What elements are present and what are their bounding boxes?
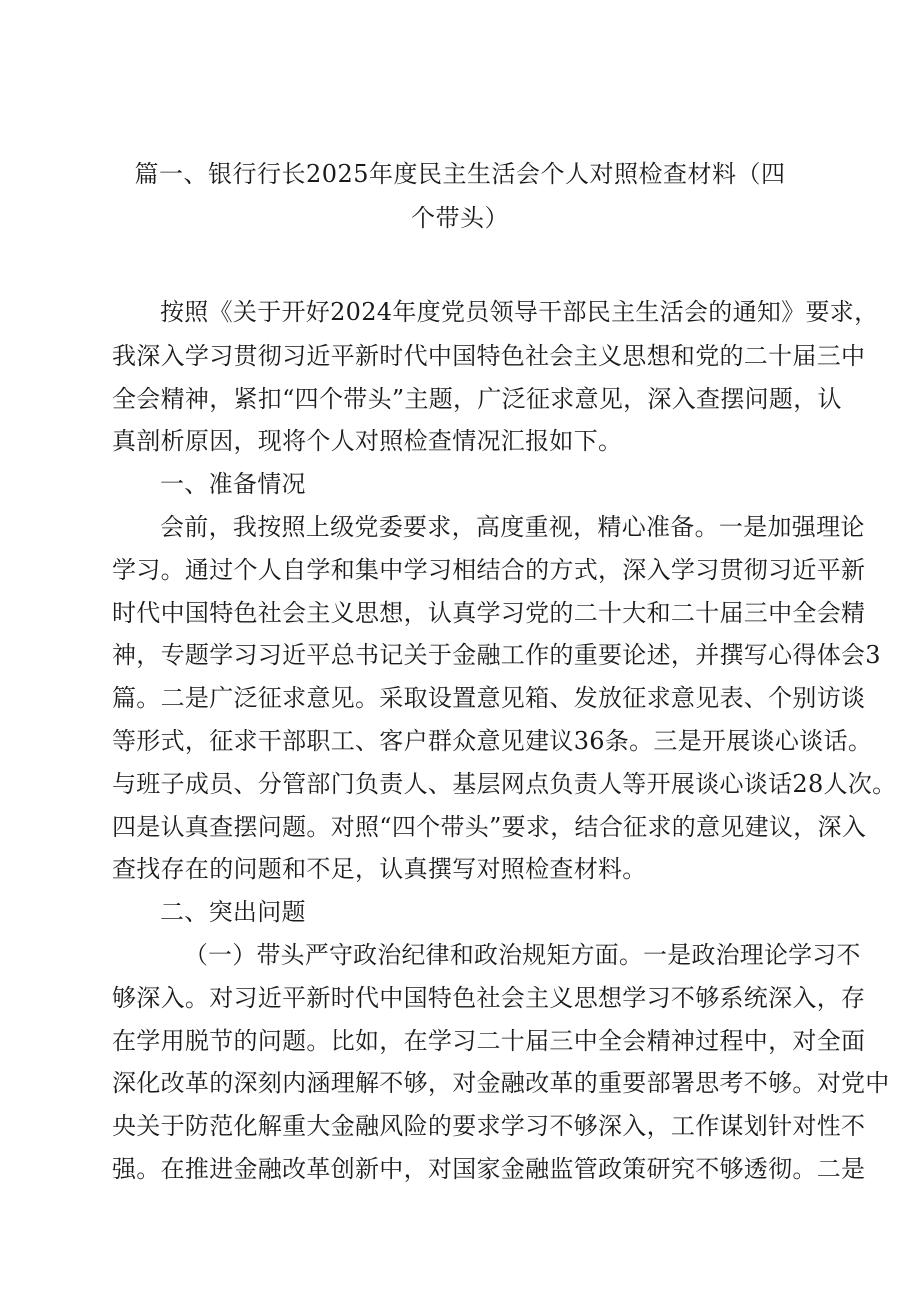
paragraph-line: 四是认真查摆问题。对照“四个带头”要求，结合征求的意见建议，深入 <box>112 813 867 841</box>
paragraph-line: 神，专题学习习近平总书记关于金融工作的重要论述，并撰写心得体会3 <box>112 641 881 669</box>
paragraph-line: 央关于防范化解重大金融风险的要求学习不够深入，工作谋划针对性不 <box>112 1112 866 1140</box>
paragraph-line: 篇。二是广泛征求意见。采取设置意见箱、发放征求意见表、个别访谈 <box>112 684 866 712</box>
section-heading: 一、准备情况 <box>160 470 306 498</box>
paragraph-line: 会前，我按照上级党委要求，高度重视，精心准备。一是加强理论 <box>160 513 865 541</box>
paragraph-line: 够深入。对习近平新时代中国特色社会主义思想学习不够系统深入，存 <box>112 984 866 1012</box>
paragraph-line: 强。在推进金融改革创新中，对国家金融监管政策研究不够透彻。二是 <box>112 1155 866 1183</box>
paragraph-line: （一）带头严守政治纪律和政治规矩方面。一是政治理论学习不 <box>184 941 861 969</box>
paragraph-line: 按照《关于开好2024年度党员领导干部民主生活会的通知》要求， <box>160 298 879 326</box>
section-heading: 二、突出问题 <box>160 898 306 926</box>
document-title-line-1: 篇一、银行行长2025年度民主生活会个人对照检查材料（四 <box>134 160 786 188</box>
paragraph-line: 我深入学习贯彻习近平新时代中国特色社会主义思想和党的二十届三中 <box>112 342 866 370</box>
paragraph-line: 与班子成员、分管部门负责人、基层网点负责人等开展谈心谈话28人次。 <box>112 770 897 798</box>
paragraph-line: 时代中国特色社会主义思想，认真学习党的二十大和二十届三中全会精 <box>112 599 866 627</box>
paragraph-line: 在学用脱节的问题。比如，在学习二十届三中全会精神过程中，对全面 <box>112 1027 866 1055</box>
paragraph-line: 真剖析原因，现将个人对照检查情况汇报如下。 <box>112 427 623 455</box>
paragraph-line: 等形式，征求干部职工、客户群众意见建议36条。三是开展谈心谈话。 <box>112 727 873 755</box>
paragraph-line: 学习。通过个人自学和集中学习相结合的方式，深入学习贯彻习近平新 <box>112 556 866 584</box>
document-title-line-2: 个带头） <box>411 204 509 232</box>
paragraph-line: 查找存在的问题和不足，认真撰写对照检查材料。 <box>112 855 647 883</box>
paragraph-line: 全会精神，紧扣“四个带头”主题，广泛征求意见，深入查摆问题，认 <box>112 385 842 413</box>
paragraph-line: 深化改革的深刻内涵理解不够，对金融改革的重要部署思考不够。对党中 <box>112 1069 890 1097</box>
